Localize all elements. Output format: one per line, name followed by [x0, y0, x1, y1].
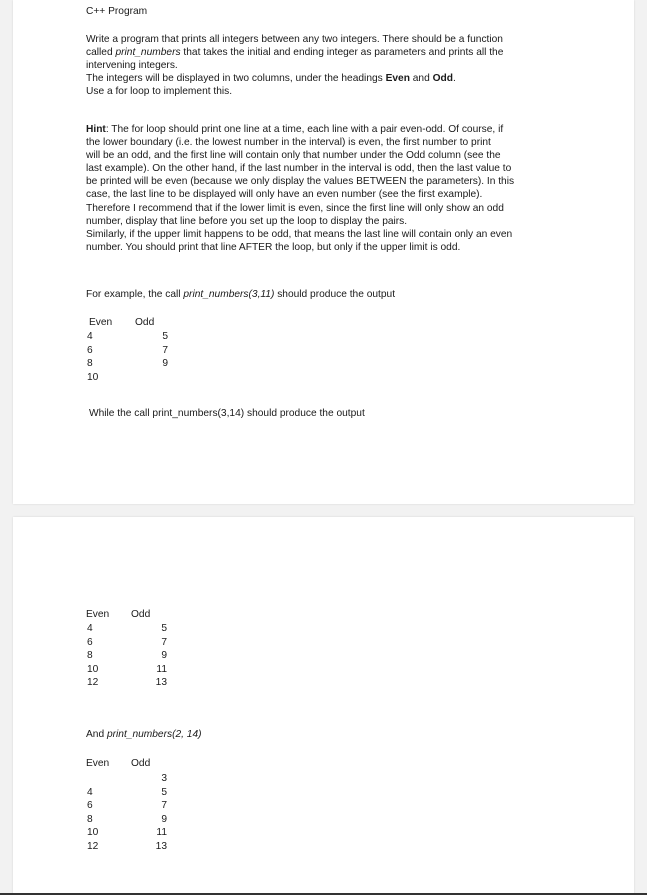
- example1-caption: [86, 288, 395, 301]
- intro-line: Write a program that prints all integers between any two integers. There should be a function: [86, 34, 503, 45]
- hint-line: number, display that line before you set up the loop to display the pairs.: [86, 215, 408, 227]
- caption-text: should produce the output: [274, 289, 396, 300]
- even-value: 4: [87, 331, 93, 342]
- even-value: 10: [87, 663, 99, 675]
- odd-value: 5: [162, 331, 168, 342]
- odd-value: 9: [161, 813, 167, 825]
- odd-value: 13: [155, 840, 167, 852]
- even-value: 4: [87, 623, 93, 634]
- document-title: C++ Program: [86, 6, 148, 17]
- even-value: 8: [87, 813, 93, 825]
- intro-paragraph: [86, 33, 576, 98]
- hint-paragraph: [86, 123, 576, 254]
- hint-line: will be an odd, and the first line will contain only that number under the Odd column (see the: [86, 150, 501, 162]
- hint-line: last example). On the other hand, if the last number in the interval is odd, then the last value to: [86, 163, 512, 175]
- odd-value: 9: [162, 358, 168, 369]
- caption-text: For example, the call: [86, 289, 184, 300]
- intro-line: intervening integers.: [86, 60, 178, 72]
- even-value: 4: [87, 786, 93, 798]
- odd-value: 13: [155, 677, 167, 688]
- example2-heading-odd: Odd: [131, 609, 151, 620]
- example2-caption: While the call print_numbers(3,14) should produce the output: [89, 408, 365, 419]
- odd-value: 7: [161, 636, 167, 648]
- example3-heading-odd: Odd: [131, 758, 151, 769]
- odd-keyword: Odd: [432, 73, 453, 85]
- odd-value: 7: [161, 800, 167, 811]
- odd-value: 3: [161, 773, 167, 784]
- hint-line: number. You should print that line AFTER the loop, but only if the upper limit is odd.: [86, 241, 461, 253]
- example3-caption: [86, 728, 202, 741]
- intro-line: The integers will be displayed in two columns, under the headings Even and Odd.: [86, 73, 456, 85]
- even-value: 12: [87, 677, 99, 688]
- example3-heading-even: Even: [86, 758, 110, 769]
- odd-value: 9: [161, 650, 167, 661]
- even-keyword: Even: [385, 73, 410, 85]
- even-value: 6: [87, 344, 93, 356]
- example2-heading-even: Even: [86, 609, 110, 620]
- hint-line: Therefore I recommend that if the lower limit is even, since the first line will only show an odd: [86, 202, 504, 214]
- odd-value: 7: [162, 344, 168, 356]
- example1-heading-odd: Odd: [135, 317, 155, 328]
- hint-line: be printed will be even (because we only display the values BETWEEN the parameters). In this: [86, 176, 515, 188]
- hint-line: [86, 123, 576, 136]
- intro-line: Use a for loop to implement this.: [86, 86, 233, 98]
- even-value: 10: [87, 371, 99, 383]
- example3-call: print_numbers(2, 14): [106, 729, 202, 740]
- example1-call: print_numbers(3,11): [183, 289, 275, 300]
- odd-value: 5: [161, 623, 167, 634]
- hint-label: Hint: [86, 124, 106, 135]
- even-value: 10: [87, 827, 99, 838]
- intro-line: called print_numbers that takes the initial and ending integer as parameters and prints all the: [86, 47, 504, 59]
- document-page-2: [13, 517, 634, 895]
- hint-line: the lower boundary (i.e. the lowest number in the interval) is even, the first number to print: [86, 137, 491, 149]
- even-value: 6: [87, 636, 93, 648]
- odd-value: 11: [156, 663, 167, 675]
- even-value: 12: [87, 840, 99, 852]
- odd-value: 5: [161, 786, 167, 798]
- hint-line-text: : The for loop should print one line at a time, each line with a pair even-odd. Of course, if: [105, 124, 504, 135]
- document-page-1: [13, 0, 634, 504]
- hint-line: Similarly, if the upper limit happens to be odd, that means the last line will contain only an even: [86, 228, 513, 240]
- even-value: 8: [87, 650, 93, 661]
- odd-value: 11: [156, 827, 167, 838]
- hint-line: case, the last line to be displayed will only have an even number (see the first example).: [86, 189, 483, 201]
- caption-text: And: [86, 729, 107, 740]
- even-value: 6: [87, 800, 93, 811]
- example1-heading-even: Even: [89, 317, 113, 328]
- function-name: print_numbers: [115, 47, 181, 59]
- even-value: 8: [87, 358, 93, 369]
